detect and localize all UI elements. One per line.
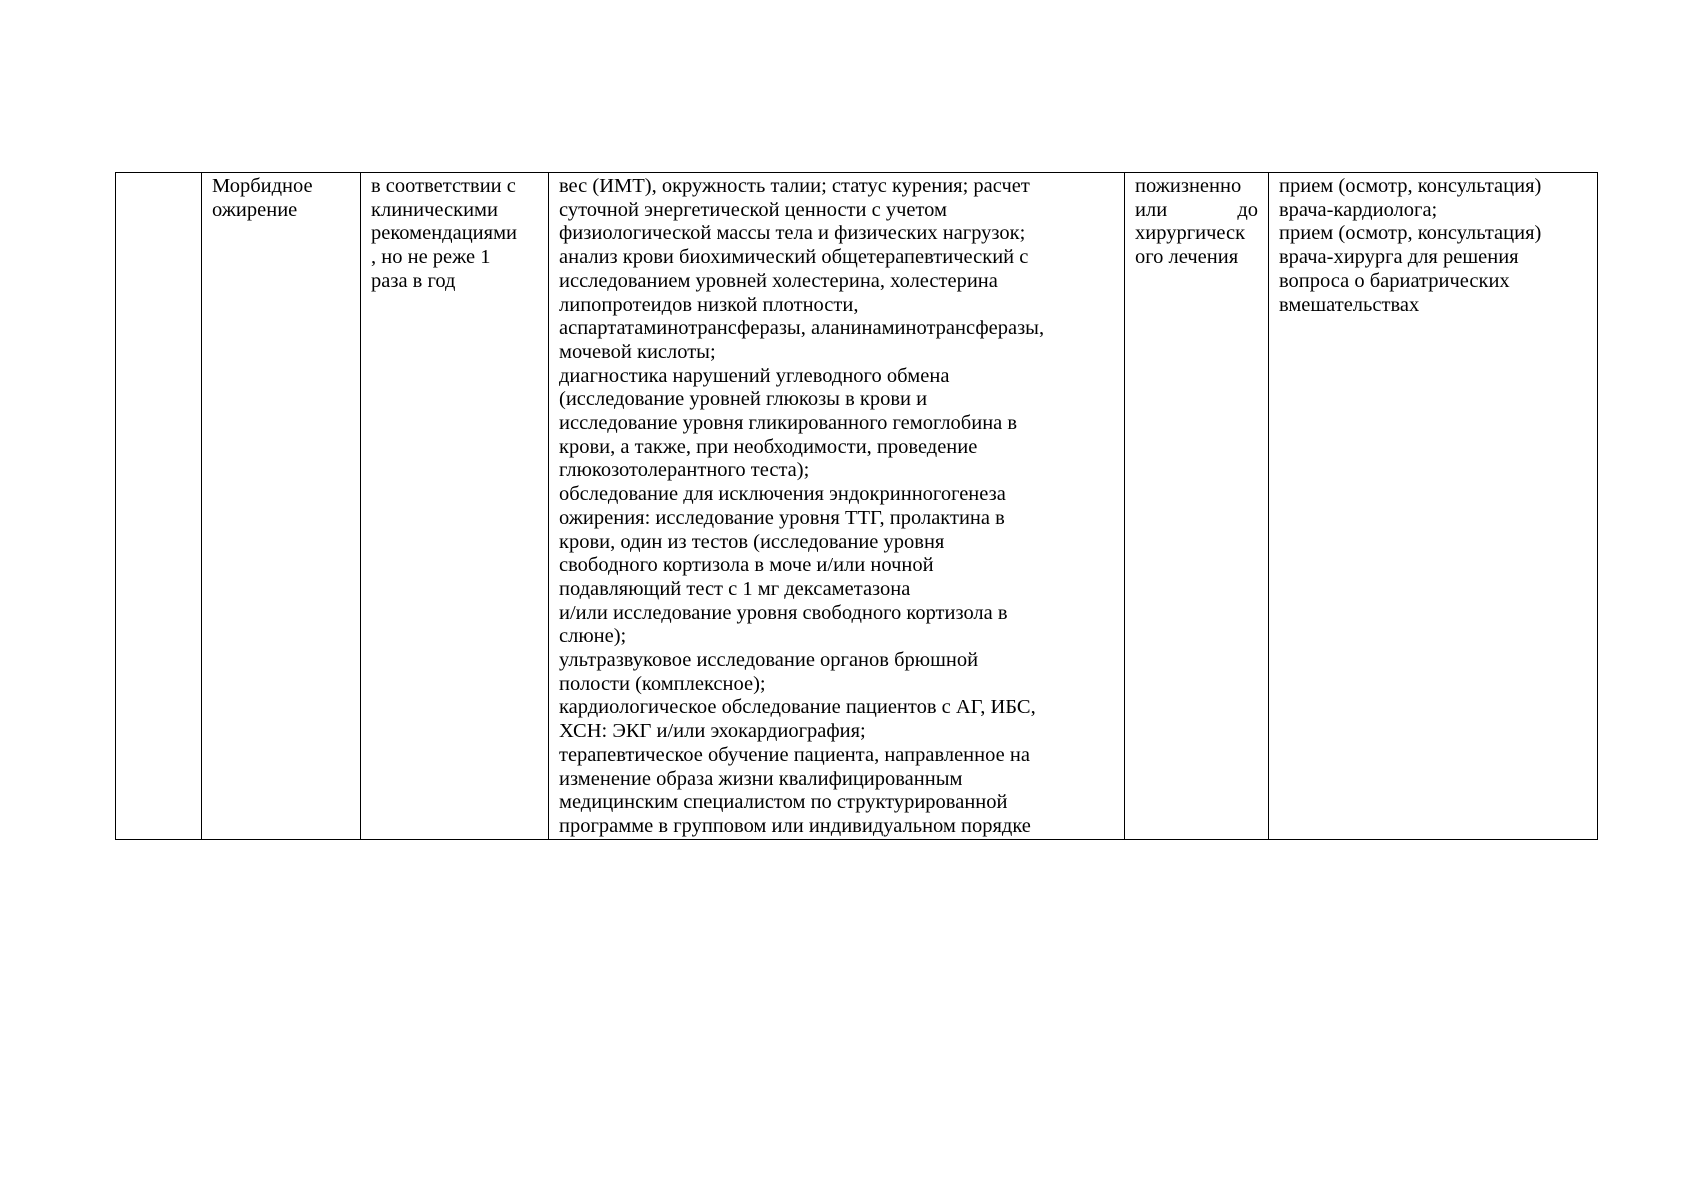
consultation-line: вмешательствах — [1279, 293, 1420, 316]
examination-line: вес (ИМТ), окружность талии; статус курения; расчет — [559, 175, 1030, 197]
examination-line: медицинским специалистом по структурированной — [559, 791, 1008, 814]
examination-line: свободного кортизола в моче и/или ночной — [559, 554, 934, 577]
examination-line: ХСН: ЭКГ и/или эхокардиография; — [559, 720, 866, 743]
examination-line: ультразвуковое исследование органов брюшной — [559, 649, 979, 672]
examination-line: терапевтическое обучение пациента, направленное на — [559, 743, 1030, 766]
duration-line — [1135, 199, 1258, 223]
examination-line: обследование для исключения эндокринногогенеза — [559, 483, 1006, 506]
consultation-line: прием (осмотр, консультация) — [1279, 175, 1542, 197]
examination-line: мочевой кислоты; — [559, 340, 716, 363]
consultation-line: прием (осмотр, консультация) — [1279, 222, 1542, 245]
row-number-cell — [116, 173, 202, 840]
examination-line: липопротеидов низкой плотности, — [559, 293, 859, 316]
examination-line: аспартатаминотрансферазы, аланинаминотрансферазы, — [559, 317, 1045, 340]
examination-line: физиологической массы тела и физических нагрузок; — [559, 222, 1026, 245]
examination-line: исследованием уровней холестерина, холестерина — [559, 269, 998, 292]
examination-line: изменение образа жизни квалифицированным — [559, 767, 963, 790]
consultation-line: вопроса о бариатрических — [1279, 269, 1510, 292]
examination-cell — [549, 173, 1125, 840]
duration-word: или — [1135, 198, 1168, 221]
examination-line: полости (комплексное); — [559, 672, 766, 695]
examination-line: подавляющий тест с 1 мг дексаметазона — [559, 577, 911, 600]
examination-line: глюкозотолерантного теста); — [559, 459, 810, 482]
consultation-line: врача-кардиолога; — [1279, 198, 1438, 221]
examination-line: исследование уровня гликированного гемоглобина в — [559, 412, 1018, 435]
examination-line: программе в групповом или индивидуальном порядке — [559, 814, 1031, 837]
examination-line: диагностика нарушений углеводного обмена — [559, 364, 950, 387]
duration-word: до — [1237, 198, 1258, 221]
condition-line: ожирение — [212, 198, 298, 221]
duration-line: пожизненно — [1135, 175, 1242, 197]
duration-cell — [1125, 173, 1269, 840]
examination-line: анализ крови биохимический общетерапевтический с — [559, 246, 1029, 269]
frequency-line: клиническими — [371, 198, 498, 221]
consultation-line: врача-хирурга для решения — [1279, 246, 1519, 269]
frequency-line: рекомендациями — [371, 222, 518, 245]
examination-line: крови, один из тестов (исследование уровня — [559, 530, 945, 553]
condition-line: Морбидное — [212, 175, 313, 197]
duration-line: хирургическ — [1135, 222, 1246, 245]
frequency-line: раза в год — [371, 269, 456, 292]
observation-table — [115, 172, 1598, 840]
table-row — [116, 173, 1598, 840]
examination-line: суточной энергетической ценности с учетом — [559, 198, 948, 221]
examination-line: слюне); — [559, 625, 627, 648]
examination-line: ожирения: исследование уровня ТТГ, пролактина в — [559, 506, 1005, 529]
consultation-cell — [1269, 173, 1598, 840]
examination-line: кардиологическое обследование пациентов с АГ, ИБС, — [559, 696, 1036, 719]
examination-line: (исследование уровней глюкозы в крови и — [559, 388, 928, 411]
duration-line: ого лечения — [1135, 246, 1239, 269]
examination-line: крови, а также, при необходимости, проведение — [559, 435, 978, 458]
condition-cell — [202, 173, 361, 840]
frequency-line: в соответствии с — [371, 175, 516, 197]
frequency-line: , но не реже 1 — [371, 246, 491, 269]
examination-line: и/или исследование уровня свободного кортизола в — [559, 601, 1008, 624]
frequency-cell — [361, 173, 549, 840]
